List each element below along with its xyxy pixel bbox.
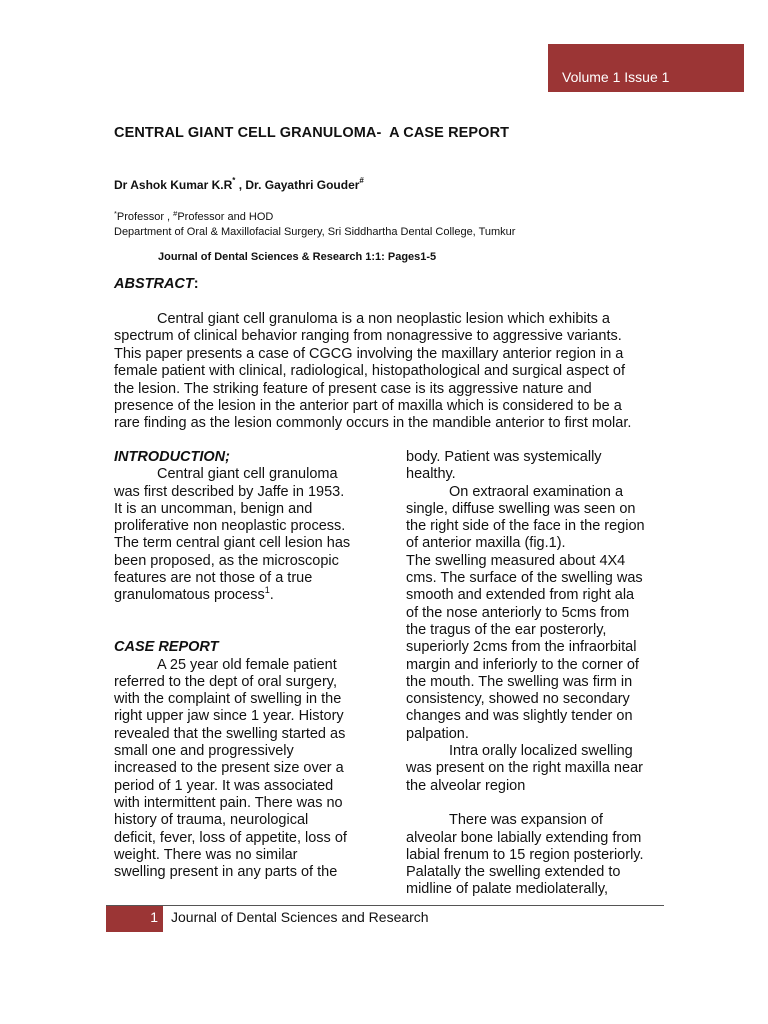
case-report-line: deficit, fever, loss of appetite, loss of bbox=[114, 829, 347, 846]
body-line: the mouth. The swelling was firm in bbox=[406, 673, 633, 690]
body-line: palpation. bbox=[406, 725, 469, 742]
case-report-line: weight. There was no similar bbox=[114, 846, 298, 863]
introduction-last-line bbox=[114, 587, 374, 604]
volume-issue-label: Volume 1 Issue 1 bbox=[562, 69, 670, 85]
paragraph-gap bbox=[114, 622, 374, 639]
author-line bbox=[114, 178, 364, 192]
case-report-line: increased to the present size over a bbox=[114, 760, 344, 777]
abstract-body bbox=[114, 311, 654, 433]
paragraph-gap bbox=[406, 795, 666, 812]
author-mark: * bbox=[232, 176, 236, 185]
case-report-line: revealed that the swelling started as bbox=[114, 725, 346, 742]
author-separator: , bbox=[235, 178, 246, 192]
abstract-line: female patient with clinical, radiological, histopathological and surgical aspect of bbox=[114, 363, 626, 380]
body-line: superiorly 2cms from the infraorbital bbox=[406, 639, 637, 656]
body-line: Palatally the swelling extended to bbox=[406, 864, 621, 881]
footer-journal-name: Journal of Dental Sciences and Research bbox=[171, 909, 429, 925]
case-report-heading: CASE REPORT bbox=[114, 639, 219, 656]
page-number-box bbox=[106, 906, 163, 932]
body-line: of the nose anteriorly to 5cms from bbox=[406, 604, 630, 621]
introduction-line: features are not those of a true bbox=[114, 570, 313, 587]
case-report-line: small one and progressively bbox=[114, 743, 294, 760]
department-affiliation: Department of Oral & Maxillofacial Surgery, Sri Siddhartha Dental College, Tumkur bbox=[114, 226, 516, 238]
body-line: There was expansion of bbox=[449, 812, 603, 829]
reference-marker: 1 bbox=[264, 585, 270, 596]
case-report-line: period of 1 year. It was associated bbox=[114, 777, 334, 794]
body-line: body. Patient was systemically bbox=[406, 449, 602, 465]
role-text: Professor and HOD bbox=[177, 211, 274, 223]
journal-citation: Journal of Dental Sciences & Research 1:1: Pages1-5 bbox=[158, 251, 437, 263]
introduction-line: It is an uncomman, benign and bbox=[114, 500, 313, 517]
introduction-line: was first described by Jaffe in 1953. bbox=[114, 483, 345, 500]
body-line: margin and inferiorly to the corner of bbox=[406, 656, 639, 673]
body-line: changes and was slightly tender on bbox=[406, 708, 633, 725]
role-mark: # bbox=[173, 209, 178, 218]
body-line: healthy. bbox=[406, 466, 456, 483]
role-text: Professor , bbox=[116, 211, 174, 223]
abstract-line: rare finding as the lesion commonly occurs in the mandible anterior to first molar. bbox=[114, 415, 632, 432]
body-line: alveolar bone labially extending from bbox=[406, 829, 642, 846]
introduction-line: proliferative non neoplastic process. bbox=[114, 518, 346, 535]
abstract-line: This paper presents a case of CGCG involving the maxillary anterior region in a bbox=[114, 345, 624, 362]
abstract-heading-colon: : bbox=[193, 276, 199, 292]
introduction-heading: INTRODUCTION; bbox=[114, 449, 230, 465]
body-line: of anterior maxilla (fig.1). bbox=[406, 535, 566, 552]
role-mark: * bbox=[114, 209, 117, 218]
paragraph-gap bbox=[114, 605, 374, 622]
article-title: CENTRAL GIANT CELL GRANULOMA- A CASE REPORT bbox=[114, 125, 510, 141]
introduction-line-text: granulomatous process bbox=[114, 587, 265, 604]
body-line: the right side of the face in the region bbox=[406, 518, 645, 535]
body-line: cms. The surface of the swelling was bbox=[406, 570, 643, 587]
abstract-line: the lesion. The striking feature of present case is its aggressive nature and bbox=[114, 380, 592, 397]
left-column bbox=[114, 449, 374, 881]
author-name: Dr. Gayathri Gouder bbox=[245, 178, 360, 192]
introduction-line-punct: . bbox=[269, 587, 274, 604]
case-report-line: with intermittent pain. There was no bbox=[114, 794, 343, 811]
volume-issue-banner bbox=[548, 44, 744, 92]
abstract-line: Central giant cell granuloma is a non neoplastic lesion which exhibits a bbox=[157, 311, 610, 327]
body-line: labial frenum to 15 region posteriorly. bbox=[406, 846, 644, 863]
case-report-line: history of trauma, neurological bbox=[114, 812, 309, 829]
footer-rule bbox=[106, 905, 664, 906]
case-report-line: swelling present in any parts of the bbox=[114, 864, 338, 881]
page-number: 1 bbox=[150, 909, 158, 925]
body-line: the tragus of the ear posterorly, bbox=[406, 621, 607, 638]
abstract-line: spectrum of clinical behavior ranging from nonagressive to aggressive variants. bbox=[114, 328, 622, 345]
case-report-line: right upper jaw since 1 year. History bbox=[114, 708, 344, 725]
body-line: midline of palate mediolaterally, bbox=[406, 881, 609, 898]
abstract-heading-text: ABSTRACT bbox=[114, 276, 194, 292]
body-line: single, diffuse swelling was seen on bbox=[406, 500, 636, 517]
abstract-line: presence of the lesion in the anterior part of maxilla which is considered to be a bbox=[114, 398, 622, 415]
introduction-line: The term central giant cell lesion has bbox=[114, 535, 351, 552]
introduction-line: been proposed, as the microscopic bbox=[114, 552, 339, 569]
case-report-line: with the complaint of swelling in the bbox=[114, 691, 342, 708]
author-roles bbox=[114, 211, 273, 223]
author-mark: # bbox=[359, 176, 364, 185]
body-line: The swelling measured about 4X4 bbox=[406, 552, 626, 569]
body-line: the alveolar region bbox=[406, 777, 526, 794]
right-column bbox=[406, 449, 666, 899]
body-line: was present on the right maxilla near bbox=[406, 760, 643, 777]
body-line: consistency, showed no secondary bbox=[406, 691, 630, 708]
body-line: smooth and extended from right ala bbox=[406, 587, 635, 604]
body-line: Intra orally localized swelling bbox=[449, 743, 633, 760]
introduction-line: Central giant cell granuloma bbox=[157, 466, 338, 483]
body-line: On extraoral examination a bbox=[449, 483, 624, 500]
case-report-line: referred to the dept of oral surgery, bbox=[114, 673, 337, 690]
case-report-line: A 25 year old female patient bbox=[157, 656, 337, 673]
abstract-heading bbox=[114, 276, 199, 292]
author-name: Dr Ashok Kumar K.R bbox=[114, 178, 233, 192]
